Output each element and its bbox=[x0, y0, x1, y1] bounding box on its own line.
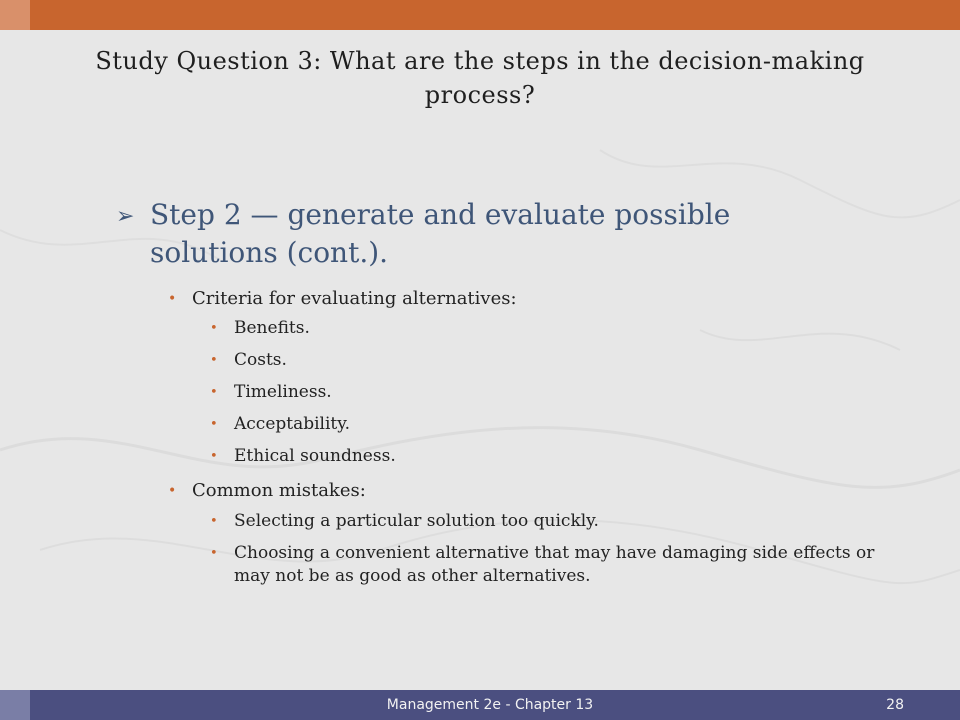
bullet-dot-icon: • bbox=[168, 483, 177, 499]
main-bullet bbox=[116, 196, 856, 272]
footer-bar bbox=[0, 690, 960, 720]
bullet-dot-icon: • bbox=[210, 546, 218, 561]
footer-text: Management 2e - Chapter 13 bbox=[386, 697, 594, 713]
mistake-item-text: Choosing a convenient alternative that may have damaging side effects or may not be as good as other alternatives. bbox=[234, 543, 875, 586]
criteria-heading-text: Criteria for evaluating alternatives: bbox=[192, 288, 517, 309]
criteria-item bbox=[210, 445, 910, 468]
bullet-dot-icon: • bbox=[210, 417, 218, 432]
arrow-bullet-icon: ➢ bbox=[116, 204, 135, 229]
mistakes-heading bbox=[168, 479, 868, 503]
mistake-item bbox=[210, 542, 910, 588]
bullet-dot-icon: • bbox=[168, 291, 177, 307]
mistake-item-text: Selecting a particular solution too quickly. bbox=[234, 511, 599, 531]
criteria-item-text: Benefits. bbox=[234, 318, 310, 338]
bullet-dot-icon: • bbox=[210, 514, 218, 529]
criteria-item bbox=[210, 413, 910, 436]
bullet-dot-icon: • bbox=[210, 385, 218, 400]
slide-title: Study Question 3: What are the steps in the decision-making process? bbox=[95, 47, 865, 109]
criteria-item bbox=[210, 349, 910, 372]
criteria-item-text: Acceptability. bbox=[234, 414, 351, 434]
criteria-item bbox=[210, 381, 910, 404]
criteria-item bbox=[210, 317, 910, 340]
mistakes-heading-text: Common mistakes: bbox=[192, 480, 366, 501]
bullet-dot-icon: • bbox=[210, 321, 218, 336]
bullet-dot-icon: • bbox=[210, 353, 218, 368]
criteria-item-text: Timeliness. bbox=[234, 382, 332, 402]
bullet-dot-icon: • bbox=[210, 449, 218, 464]
bottom-left-square bbox=[0, 690, 30, 720]
criteria-heading bbox=[168, 287, 868, 311]
criteria-item-text: Costs. bbox=[234, 350, 287, 370]
criteria-item-text: Ethical soundness. bbox=[234, 446, 396, 466]
main-bullet-text: Step 2 — generate and evaluate possible solutions (cont.). bbox=[150, 198, 731, 269]
mistake-item bbox=[210, 510, 910, 533]
page-number: 28 bbox=[886, 697, 904, 713]
